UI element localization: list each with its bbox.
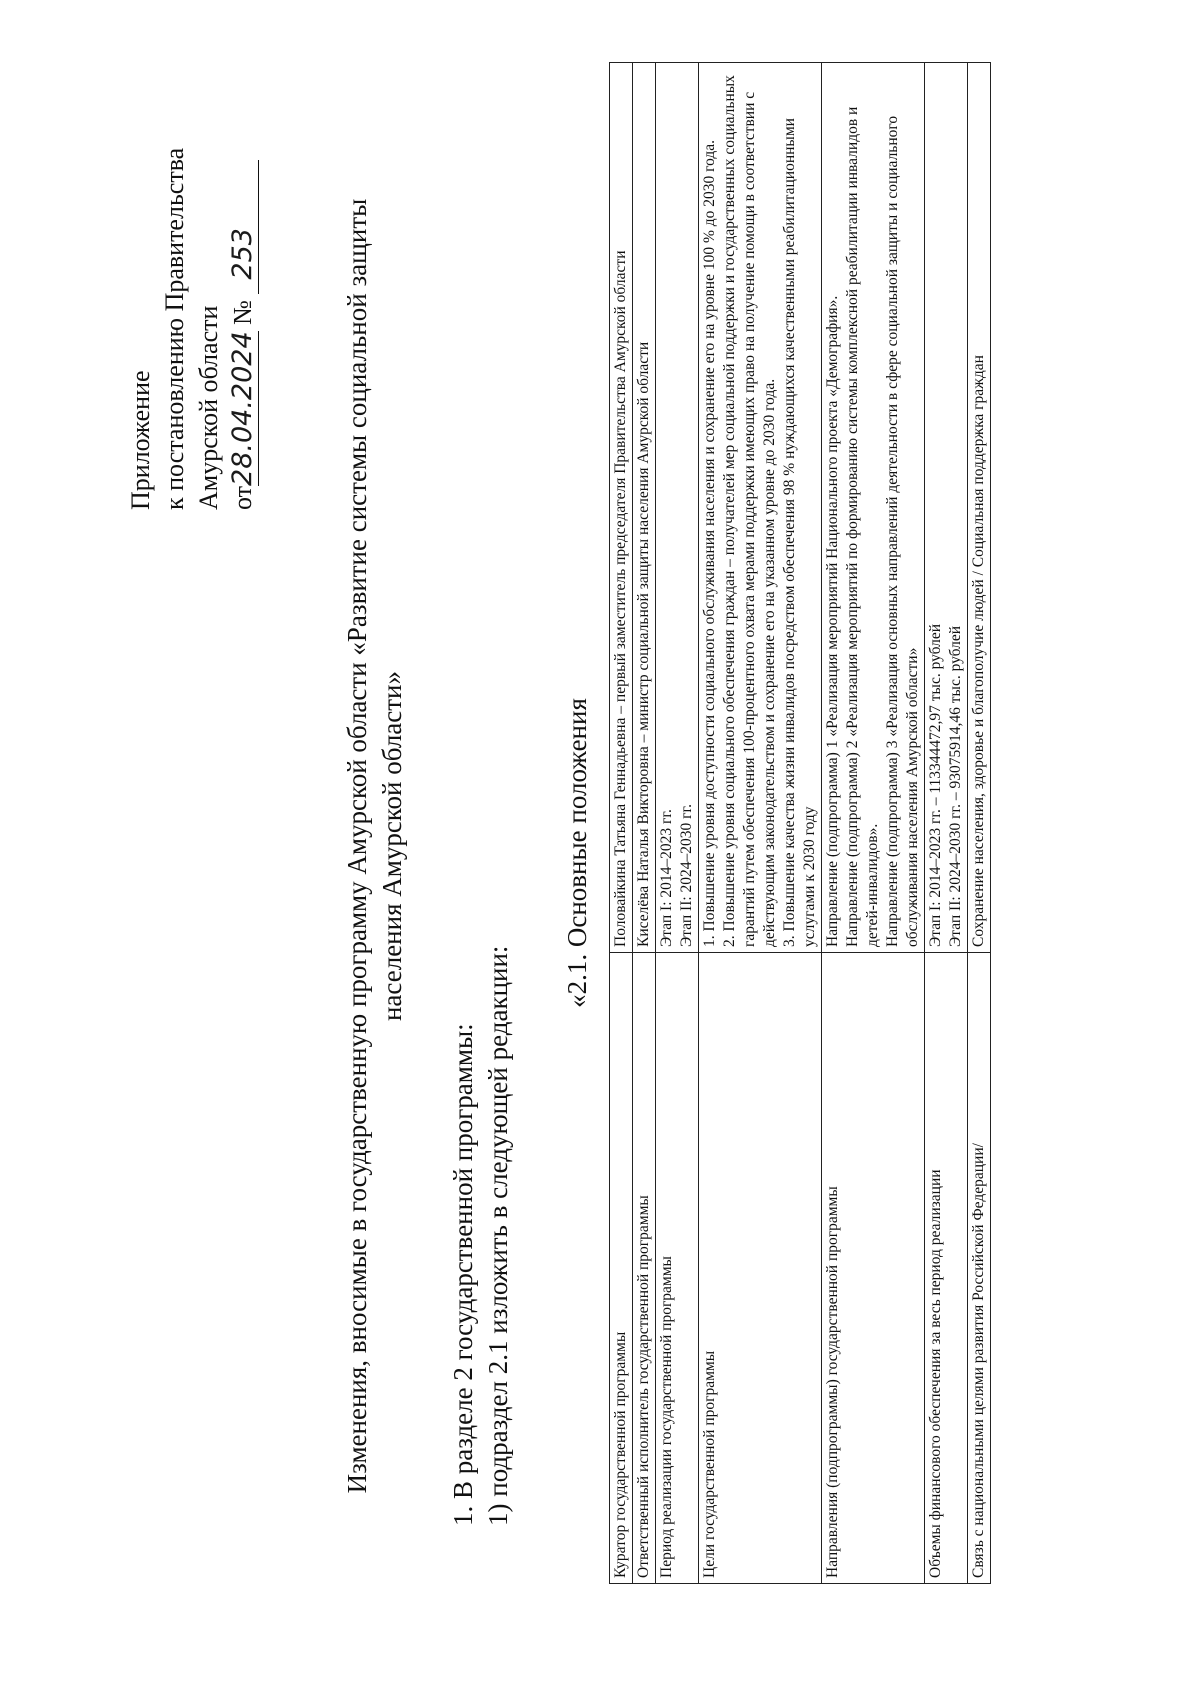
row-label: Связь с национальными целями развития Российской Федерации/ (968, 953, 991, 1584)
table-row-financing (925, 63, 968, 1584)
row-label: Период реализации государственной программы (656, 953, 699, 1584)
row-value-line: Половайкина Татьяна Геннадьевна – первый заместитель председателя Правительства Амурской области (612, 250, 629, 947)
document-title (340, 146, 410, 1546)
document-title-line-2: населения Амурской области» (377, 670, 407, 1022)
row-value-line: Этап I: 2014–2023 гг. (658, 809, 675, 947)
row-value (925, 63, 968, 953)
appendix-line-2: к постановлению Правительства (160, 147, 189, 510)
intro-item-1: 1. В разделе 2 государственной программы: (448, 1023, 478, 1526)
row-value (699, 63, 822, 953)
row-value-line: Этап I: 2014–2023 гг. – 113344472,97 тыс. рублей (927, 623, 944, 947)
row-value-line: Направление (подпрограмма) 3 «Реализация основных направлений деятельности в сфере социальной защиты и социального обслуживания населения Амурской области» (884, 115, 921, 947)
row-label: Цели государственной программы (699, 953, 822, 1584)
row-label: Направления (подпрограммы) государственной программы (822, 953, 925, 1584)
row-value-line: Этап II: 2024–2030 гг. (678, 803, 695, 947)
intro-text (446, 946, 516, 1526)
row-value-line: Этап II: 2024–2030 гг. – 93075914,46 тыс. рублей (947, 625, 964, 947)
table-row-directions (822, 63, 925, 1584)
section-title: «2.1. Основные положения (562, 698, 592, 1008)
row-value (656, 63, 699, 953)
row-label: Куратор государственной программы (610, 953, 633, 1584)
intro-item-2: 1) подраздел 2.1 изложить в следующей редакции: (483, 945, 513, 1526)
table-row-curator (610, 63, 633, 1584)
appendix-line-1: Приложение (126, 370, 155, 510)
row-value (822, 63, 925, 953)
row-value (633, 63, 656, 953)
date-handwritten: 28.04.2024 (227, 331, 258, 486)
table-row-national-goals (968, 63, 991, 1584)
row-value-line: Направление (подпрограмма) 2 «Реализация мероприятий по формированию системы комплексной реабилитации инвалидов и детей-инвалидов». (844, 106, 881, 947)
date-prefix: от (228, 485, 257, 510)
program-table (609, 62, 991, 1584)
document-title-line-1: Изменения, вносимые в государственную программу Амурской области «Развитие системы социальной защиты (342, 198, 372, 1494)
table-row-goals (699, 63, 822, 1584)
row-value-line: Киселёва Наталья Викторовна – министр социальной защиты населения Амурской области (635, 341, 652, 947)
table-row-executor (633, 63, 656, 1584)
row-label: Ответственный исполнитель государственной программы (633, 953, 656, 1584)
row-value-line: Направление (подпрограмма) 1 «Реализация мероприятий Национального проекта «Демография». (824, 295, 841, 947)
row-value-line: 1. Повышение уровня доступности социального обслуживания населения и сохранение его на уровне 100 % до 2030 года. (701, 139, 718, 947)
row-value-line: 3. Повышение качества жизни инвалидов посредством обеспечения 98 % нуждающихся качественными реабилитационными услугами к 2030 году (781, 118, 818, 947)
row-value-line: Сохранение населения, здоровье и благополучие людей / Социальная поддержка граждан (970, 355, 987, 947)
appendix-date-line (226, 50, 260, 510)
appendix-line-3: Амурской области (194, 305, 223, 510)
appendix-header (124, 50, 260, 510)
row-value (968, 63, 991, 953)
row-label: Объемы финансового обеспечения за весь период реализации (925, 953, 968, 1584)
row-value-line: 2. Повышение уровня социального обеспечения граждан – получателей мер социальной поддержки и государственных социальных гарантий путем обеспечения 100-процентного охвата мерами поддержки имеющих право на получение помощи в соответствии с действующим законодательством и сохранение его на указанном уровне до 2030 года. (721, 75, 778, 947)
table-row-period (656, 63, 699, 1584)
number-handwritten: 253 (228, 160, 259, 294)
row-value (610, 63, 633, 953)
number-prefix: № (228, 300, 257, 325)
